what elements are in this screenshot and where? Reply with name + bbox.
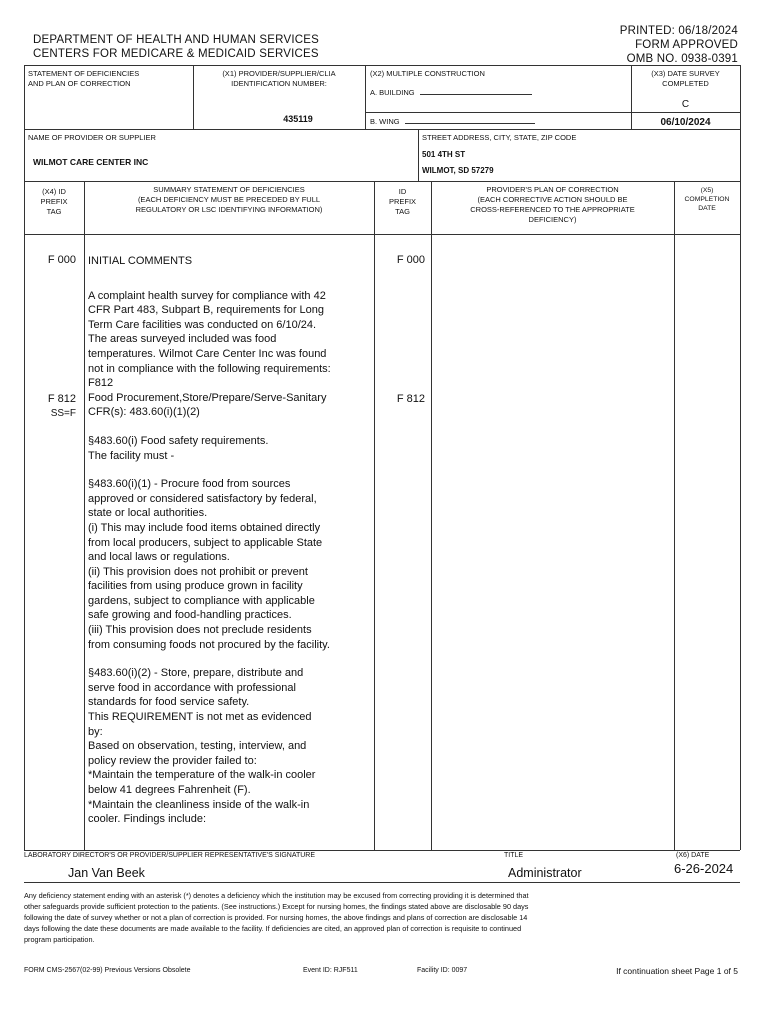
form-number: FORM CMS-2567(02-99) Previous Versions Obsolete — [24, 967, 191, 974]
x3-label: (X3) DATE SURVEY COMPLETED — [651, 69, 720, 88]
title-label: TITLE — [504, 852, 524, 859]
cms-line: CENTERS FOR MEDICARE & MEDICAID SERVICES — [33, 48, 319, 60]
event-id: Event ID: RJF511 — [303, 967, 358, 974]
food-safety-paragraph: §483.60(i) Food safety requirements. The facility must - — [88, 434, 269, 462]
address-label: STREET ADDRESS, CITY, STATE, ZIP CODE — [422, 133, 577, 142]
x4-header: (X4) ID PREFIX TAG — [40, 187, 68, 216]
survey-code: C — [681, 99, 690, 110]
facility-id: Facility ID: 0097 — [417, 967, 468, 974]
x2-label: (X2) MULTIPLE CONSTRUCTION — [370, 69, 485, 78]
building-label: A. BUILDING — [370, 88, 415, 97]
complaint-paragraph: A complaint health survey for compliance with 42 CFR Part 483, Subpart B, requirements for Long Term Care facilities was conducted on 6/10/24. The areas surveyed included was food temperatures. Wilmot Care Center Inc was found not in compliance with the following requirements: F812 — [88, 289, 331, 390]
signature-date: 6-26-2024 — [674, 861, 734, 876]
street-address: 501 4TH ST — [422, 150, 466, 159]
x5-header: (X5) COMPLETION DATE — [684, 187, 730, 212]
procure-food-paragraph: §483.60(i)(1) - Procure food from sources approved or considered satisfactory by federal, state or local authorities. (i) This may include food items obtained directly from local producers, subject to applicable State and local laws or regulations. (ii) This provision does not prohibit or prevent facilities from using produce grown in facility gardens, subject to compliance with applicable safe growing and food-handling practices. (iii) This provision does not preclude residents from consuming foods not procured by the facility. — [88, 478, 330, 651]
tag-f000: F 000 — [47, 254, 76, 266]
signer-title: Administrator — [508, 866, 582, 880]
scope-severity: SS=F — [50, 408, 76, 419]
department-header — [33, 33, 319, 61]
header-right — [538, 24, 738, 66]
omb-number: OMB NO. 0938-0391 — [626, 53, 738, 65]
survey-date: 06/10/2024 — [660, 117, 711, 128]
printed-date: PRINTED: 06/18/2024 — [619, 25, 738, 37]
city-state-zip: WILMOT, SD 57279 — [422, 166, 494, 175]
id-header: ID PREFIX TAG — [388, 187, 417, 216]
statement-label: STATEMENT OF DEFICIENCIES AND PLAN OF CORRECTION — [28, 69, 140, 88]
tag-f812-right: F 812 — [396, 393, 425, 405]
signature-label: LABORATORY DIRECTOR'S OR PROVIDER/SUPPLIER REPRESENTATIVE'S SIGNATURE — [24, 852, 316, 859]
store-food-paragraph: §483.60(i)(2) - Store, prepare, distribute and serve food in accordance with professional standards for food service safety. This REQUIREMENT is not met as evidenced by: Based on observation, testing, interview, and policy review the provider failed to: *Maintain the temperature of the walk-in cooler below 41 degrees Fahrenheit (F). *Maintain the cleanliness inside of the walk-in cooler. Findings include: — [88, 667, 316, 826]
summary-text — [88, 254, 370, 827]
f812-cfr: CFR(s): 483.60(i)(1)(2) — [88, 406, 200, 419]
wing-label: B. WING — [370, 117, 400, 126]
f812-title: Food Procurement,Store/Prepare/Serve-Sanitary — [88, 391, 327, 404]
page-indicator: If continuation sheet Page 1 of 5 — [616, 966, 738, 976]
x1-label: (X1) PROVIDER/SUPPLIER/CLIA IDENTIFICATION NUMBER: — [222, 69, 336, 88]
signature-name: Jan Van Beek — [68, 866, 145, 880]
form-approved: FORM APPROVED — [635, 39, 738, 51]
wing-field — [370, 114, 535, 127]
disclaimer: Any deficiency statement ending with an asterisk (*) denotes a deficiency which the institution may be excused from correcting providing it is determined that other safeguards provide sufficient protection to the patients. (See instructions.) Except for nursing homes, the findings stated above are disclosable 90 days following the date of survey whether or not a plan of correction is provided. For nursing homes, the above findings and plans of correction are disclosable 14 days following the date these documents are made available to the facility. If deficiencies are cited, an approved plan of correction is requisite to continued program participation. — [24, 891, 529, 944]
building-field — [370, 85, 532, 98]
date-label: (X6) DATE — [676, 852, 710, 859]
tag-f000-right: F 000 — [396, 254, 425, 266]
summary-header: SUMMARY STATEMENT OF DEFICIENCIES (EACH DEFICIENCY MUST BE PRECEDED BY FULL REGULATORY OR LSC IDENTIFYING INFORMATION) — [135, 185, 323, 214]
tag-f812: F 812 — [47, 393, 76, 405]
initial-comments-title: INITIAL COMMENTS — [88, 255, 193, 267]
provider-name: WILMOT CARE CENTER INC — [33, 157, 149, 167]
wing-blank — [405, 114, 535, 124]
plan-header: PROVIDER'S PLAN OF CORRECTION (EACH CORRECTIVE ACTION SHOULD BE CROSS-REFERENCED TO THE APPROPRIATE DEFICIENCY) — [470, 185, 635, 224]
building-blank — [420, 85, 532, 95]
provider-name-label: NAME OF PROVIDER OR SUPPLIER — [28, 133, 156, 142]
department-line: DEPARTMENT OF HEALTH AND HUMAN SERVICES — [33, 34, 319, 46]
provider-id-number: 435119 — [283, 114, 313, 124]
